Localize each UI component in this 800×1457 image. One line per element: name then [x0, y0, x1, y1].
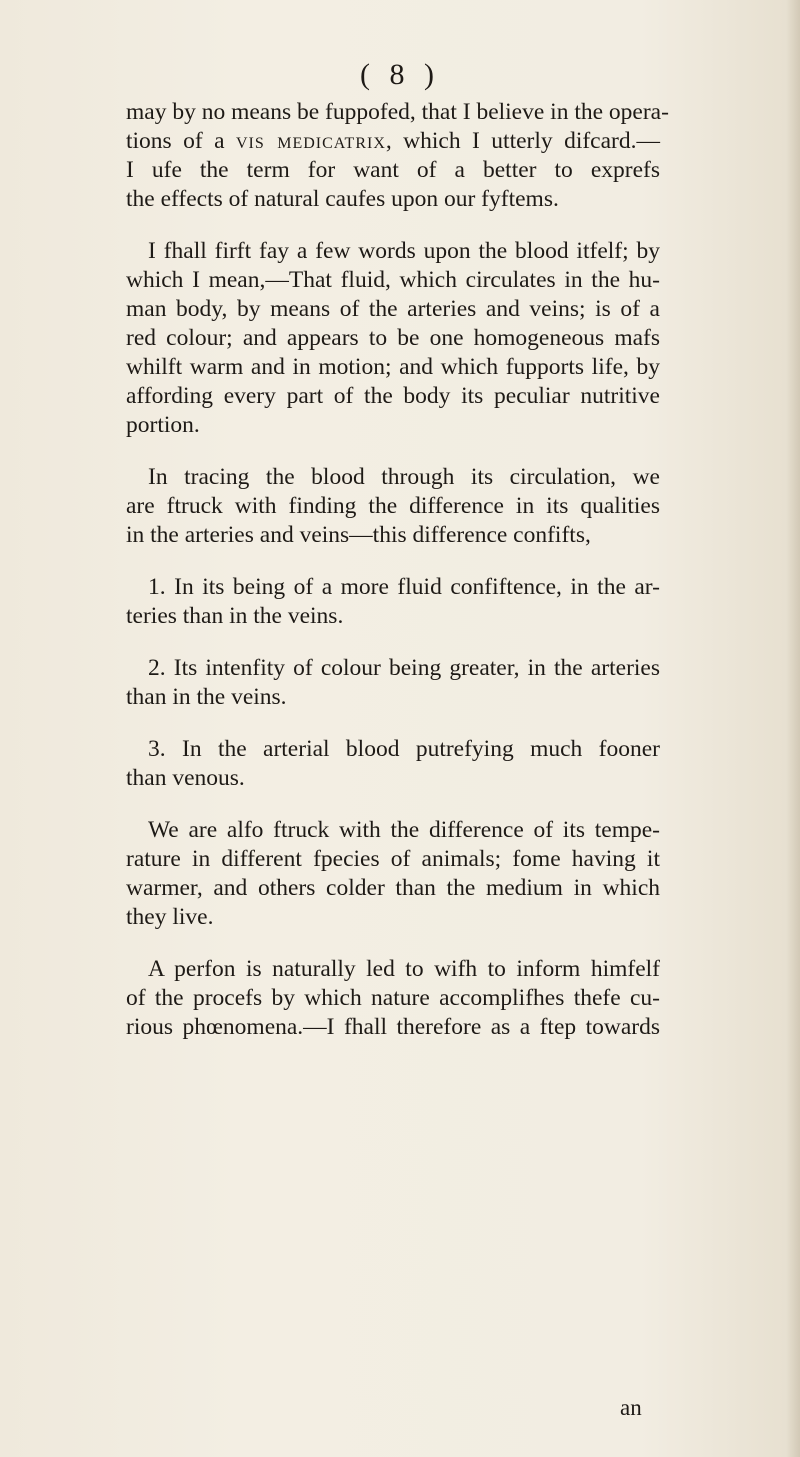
numbered-item-3	[126, 735, 660, 793]
text-line: 3. In the arterial blood putrefying much fooner	[148, 736, 660, 762]
text-line: man body, by means of the arteries and veins; is of a	[126, 296, 660, 322]
paragraph-1	[126, 98, 669, 214]
text-line: We are alfo ftruck with the difference of its tempe-	[148, 817, 660, 843]
text-line: are ftruck with finding the difference in its qualities	[126, 493, 660, 519]
text-line: rature in different fpecies of animals; fome having it	[126, 846, 660, 872]
text-line: teries than in the veins.	[126, 603, 344, 629]
text-line: 2. Its intenfity of colour being greater, in the arteries	[148, 655, 660, 681]
page-number: ( 8 )	[360, 58, 440, 91]
text-line: A perfon is naturally led to wifh to inform himfelf	[148, 956, 660, 982]
text-line: In tracing the blood through its circulation, we	[148, 464, 660, 490]
text-line: the effects of natural caufes upon our fyftems.	[126, 186, 559, 212]
text-line: than venous.	[126, 765, 245, 791]
page-edge-shadow	[786, 0, 800, 1457]
text-line: portion.	[126, 412, 200, 438]
numbered-item-1	[126, 573, 660, 631]
text-line: in the arteries and veins—this difference confifts,	[126, 522, 591, 548]
text-line: of the procefs by which nature accomplifhes thefe cu-	[126, 985, 660, 1011]
text-line: red colour; and appears to be one homogeneous mafs	[126, 325, 660, 351]
paragraph-2	[126, 237, 660, 440]
text-line: I fhall firft fay a few words upon the blood itfelf; by	[148, 238, 660, 264]
text-line: which I mean,—That fluid, which circulates in the hu-	[126, 267, 660, 293]
text-line: they live.	[126, 904, 214, 930]
text-line: may by no means be fuppofed, that I believe in the opera-	[126, 99, 669, 125]
text-line: rious phœnomena.—I fhall therefore as a ftep towards	[126, 1014, 660, 1040]
paragraph-3	[126, 463, 660, 550]
paragraph-5	[126, 955, 660, 1042]
numbered-item-2	[126, 654, 660, 712]
text-line: I ufe the term for want of a better to exprefs	[126, 157, 660, 183]
text-line: warmer, and others colder than the medium in which	[126, 875, 660, 901]
paragraph-4	[126, 816, 660, 932]
text-line: than in the veins.	[126, 684, 287, 710]
latin-term: vis medicatrix	[236, 128, 386, 154]
text-line: tions of a vis medicatrix, which I utterly difcard.—	[126, 128, 660, 154]
text-line: 1. In its being of a more fluid confiftence, in the ar-	[148, 574, 660, 600]
text-line: whilft warm and in motion; and which fupports life, by	[126, 354, 660, 380]
text-line: affording every part of the body its peculiar nutritive	[126, 383, 660, 409]
catchword: an	[620, 1395, 642, 1420]
body-text	[126, 98, 669, 1065]
